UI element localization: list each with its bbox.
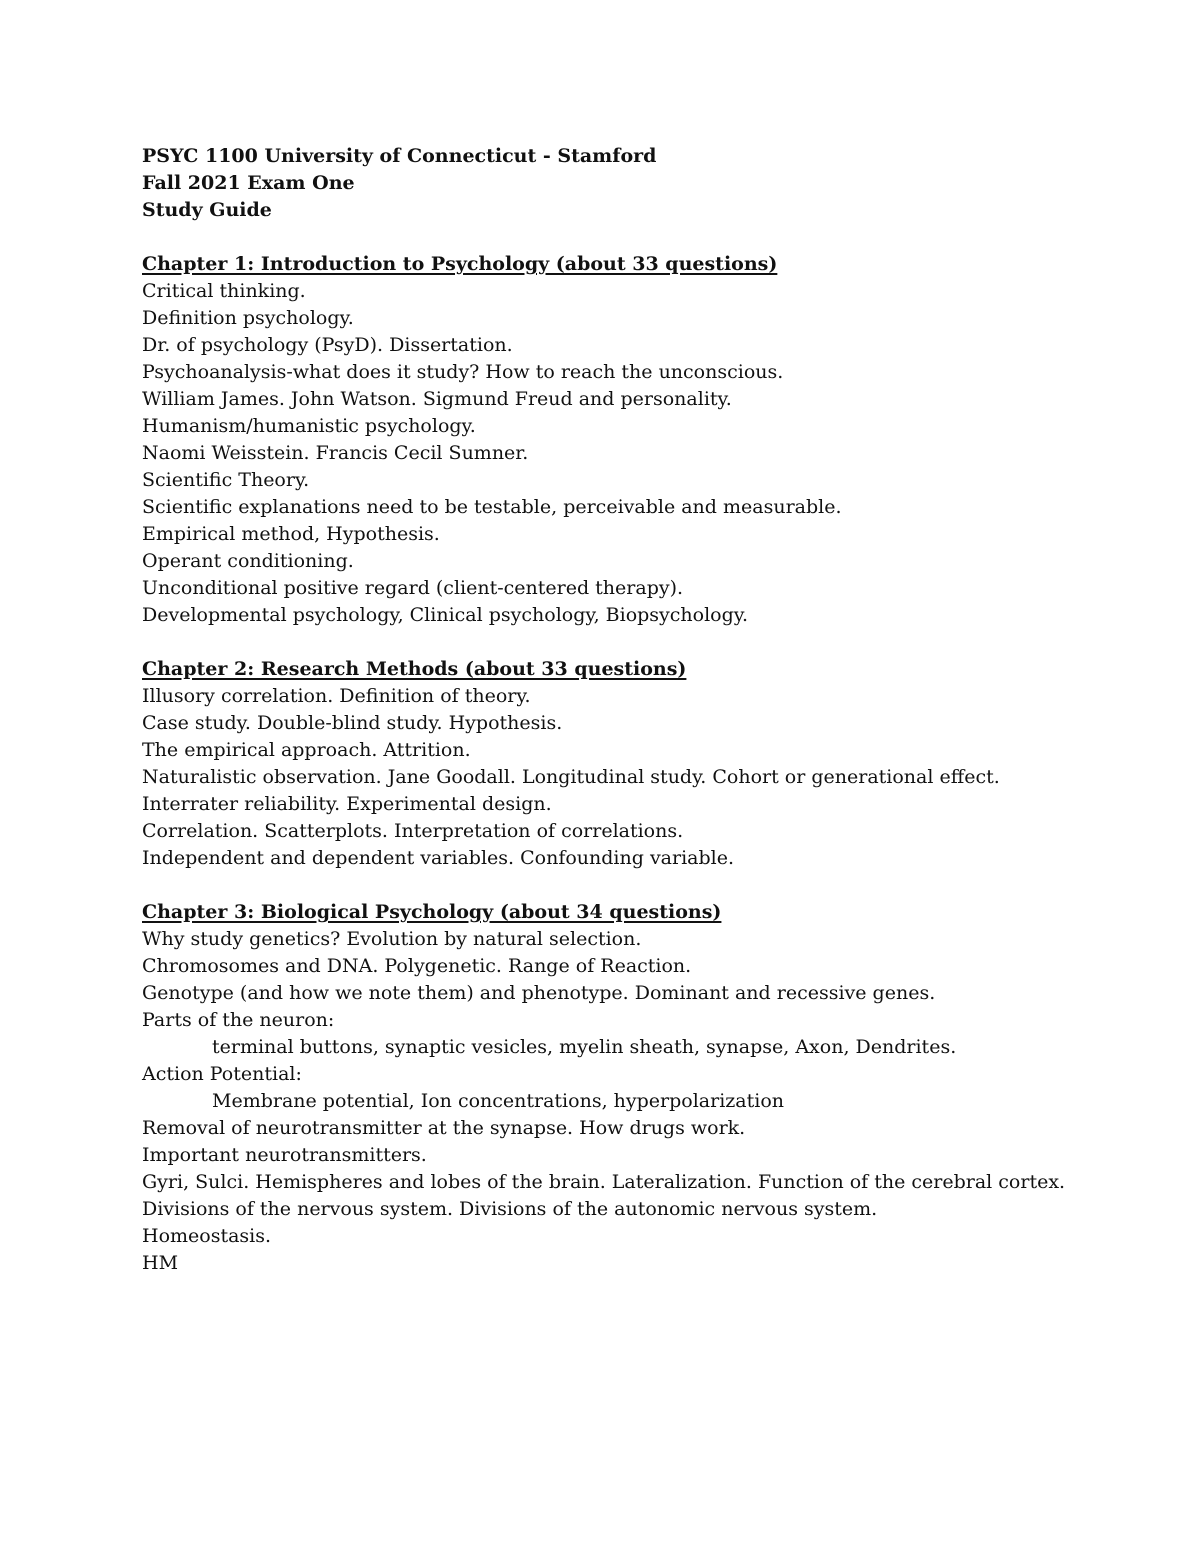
list-item: Homeostasis. [142,1225,272,1247]
list-item: The empirical approach. Attrition. [142,739,471,761]
chapter-3-section [142,899,1142,1277]
list-item: Gyri, Sulci. Hemispheres and lobes of the brain. Lateralization. Function of the cerebral cortex. [142,1171,1066,1193]
list-item: William James. John Watson. Sigmund Freud and personality. [142,388,732,410]
list-subitem: terminal buttons, synaptic vesicles, myelin sheath, synapse, Axon, Dendrites. [212,1036,957,1058]
list-item: Illusory correlation. Definition of theory. [142,685,531,707]
list-item: Naturalistic observation. Jane Goodall. Longitudinal study. Cohort or generational effect. [142,766,1000,788]
list-subitem: Membrane potential, Ion concentrations, hyperpolarization [212,1090,784,1112]
list-item: Scientific Theory. [142,469,310,491]
list-item: Operant conditioning. [142,550,354,572]
list-item: Unconditional positive regard (client-centered therapy). [142,577,684,599]
list-item: Critical thinking. [142,280,306,302]
list-item: Action Potential: [142,1063,302,1085]
list-item: Important neurotransmitters. [142,1144,427,1166]
list-item: Correlation. Scatterplots. Interpretation of correlations. [142,820,684,842]
list-item: Naomi Weisstein. Francis Cecil Sumner. [142,442,529,464]
list-item: Divisions of the nervous system. Divisions of the autonomic nervous system. [142,1198,878,1220]
list-item: Developmental psychology, Clinical psychology, Biopsychology. [142,604,749,626]
list-item: Dr. of psychology (PsyD). Dissertation. [142,334,513,356]
list-item: Chromosomes and DNA. Polygenetic. Range of Reaction. [142,955,692,977]
list-item: Humanism/humanistic psychology. [142,415,476,437]
list-item: Psychoanalysis-what does it study? How to reach the unconscious. [142,361,784,383]
spacer [142,629,1142,656]
list-item: Definition psychology. [142,307,354,329]
doc-title: Study Guide [142,199,272,221]
chapter-2-heading: Chapter 2: Research Methods (about 33 questions) [142,658,687,680]
list-item: Why study genetics? Evolution by natural selection. [142,928,642,950]
list-item: Scientific explanations need to be testable, perceivable and measurable. [142,496,842,518]
course-title: PSYC 1100 University of Connecticut - Stamford [142,145,657,167]
list-item: Independent and dependent variables. Confounding variable. [142,847,735,869]
list-item: Parts of the neuron: [142,1009,335,1031]
list-item: HM [142,1252,179,1274]
list-item: Interrater reliability. Experimental design. [142,793,552,815]
list-item: Case study. Double-blind study. Hypothesis. [142,712,563,734]
chapter-1-section [142,251,1142,629]
list-item: Empirical method, Hypothesis. [142,523,440,545]
spacer [142,872,1142,899]
chapter-3-heading: Chapter 3: Biological Psychology (about 34 questions) [142,901,722,923]
list-item: Removal of neurotransmitter at the synapse. How drugs work. [142,1117,746,1139]
chapter-1-heading: Chapter 1: Introduction to Psychology (about 33 questions) [142,253,778,275]
spacer [142,224,1142,251]
document-page [142,143,1142,1277]
exam-term: Fall 2021 Exam One [142,172,355,194]
chapter-2-section [142,656,1142,872]
list-item: Genotype (and how we note them) and phenotype. Dominant and recessive genes. [142,982,936,1004]
